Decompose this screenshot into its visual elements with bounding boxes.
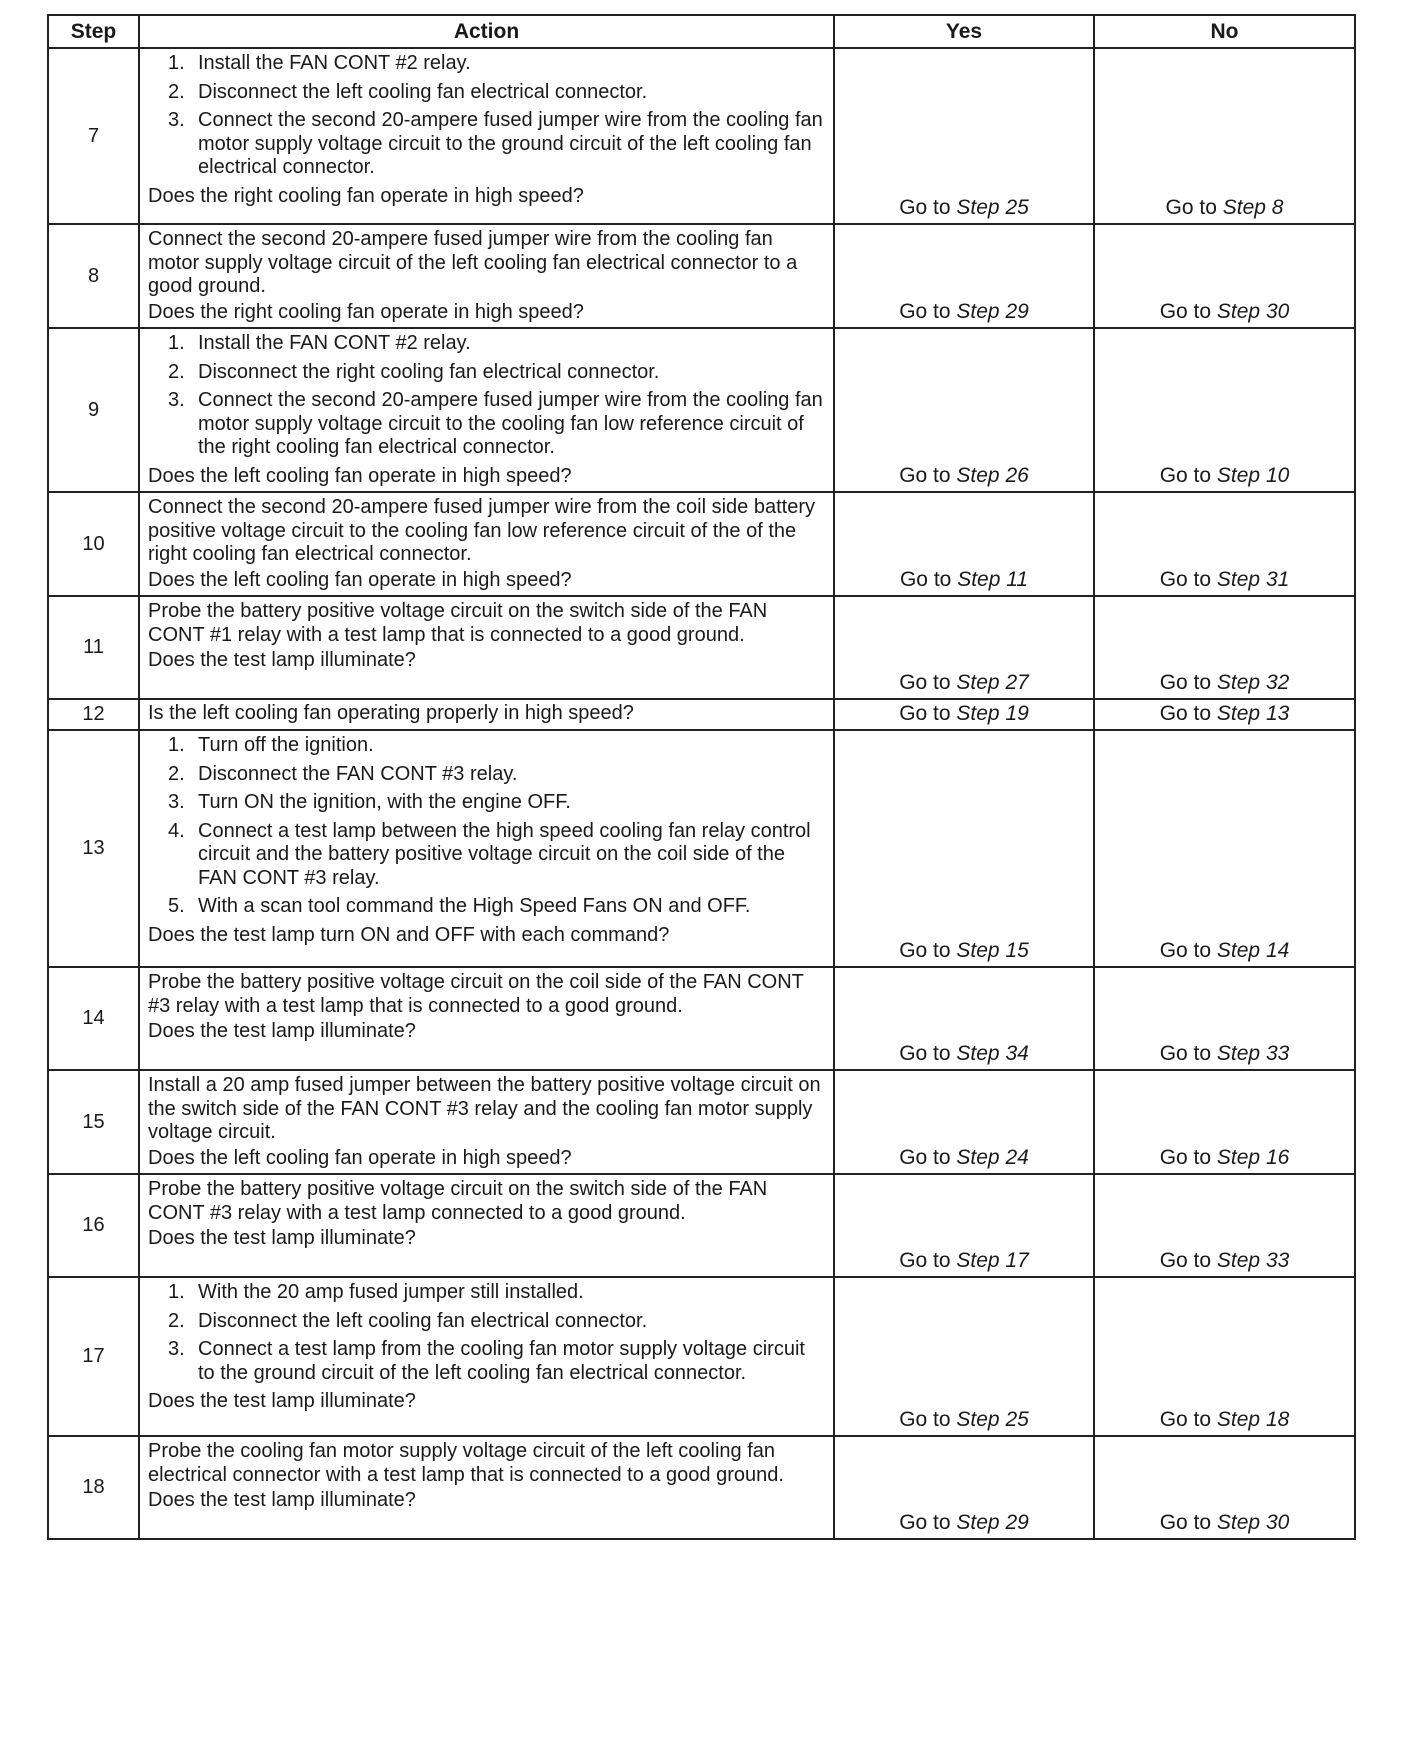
yes-prefix: Go to: [899, 1249, 951, 1272]
step-number: 18: [48, 1436, 139, 1539]
action-step-number: 2.: [168, 762, 185, 785]
action-cell: [139, 328, 834, 492]
no-step-ref: Step 33: [1216, 1042, 1290, 1065]
yes-prefix: Go to: [899, 702, 951, 725]
action-steps-list: [148, 734, 825, 919]
yes-result: [834, 699, 1094, 730]
action-step-text: Install the FAN CONT #2 relay.: [198, 332, 471, 354]
action-step-text: With the 20 amp fused jumper still installed.: [198, 1281, 584, 1303]
action-step-item: [168, 52, 825, 76]
yes-result: [834, 967, 1094, 1070]
action-cell: [139, 492, 834, 596]
table-body: [48, 48, 1355, 1539]
action-step-item: [168, 895, 825, 919]
yes-result: [834, 48, 1094, 224]
table-row: [48, 48, 1355, 224]
action-step-number: 3.: [168, 791, 185, 813]
action-step-text: With a scan tool command the High Speed Fans ON and OFF.: [198, 895, 751, 917]
action-steps-list: [148, 332, 825, 460]
step-number: 10: [48, 492, 139, 596]
action-cell: [139, 224, 834, 328]
step-number: 16: [48, 1174, 139, 1277]
no-step-ref: Step 8: [1222, 196, 1284, 219]
yes-prefix: Go to: [899, 671, 951, 694]
table-row: [48, 967, 1355, 1070]
table-row: [48, 224, 1355, 328]
action-step-text: Disconnect the FAN CONT #3 relay.: [198, 762, 518, 785]
no-result: [1094, 1070, 1355, 1174]
no-step-ref: Step 13: [1216, 702, 1290, 725]
no-result: [1094, 699, 1355, 730]
yes-step-ref: Step 34: [956, 1042, 1029, 1065]
no-result: [1094, 1174, 1355, 1277]
no-step-ref: Step 30: [1216, 1511, 1290, 1534]
yes-result: [834, 1174, 1094, 1277]
action-question: Does the left cooling fan operate in high speed?: [148, 568, 572, 591]
yes-step-ref: Step 26: [956, 464, 1029, 487]
action-step-number: 2.: [168, 80, 185, 103]
no-step-ref: Step 18: [1216, 1408, 1290, 1431]
action-step-text: Disconnect the right cooling fan electrical connector.: [198, 360, 660, 383]
no-step-ref: Step 14: [1216, 939, 1290, 962]
yes-step-ref: Step 25: [956, 196, 1029, 219]
table-row: [48, 1070, 1355, 1174]
action-text: Probe the battery positive voltage circuit on the switch side of the FAN CONT #3 relay with a test lamp connected to a good ground.: [148, 1178, 768, 1224]
no-prefix: Go to: [1159, 464, 1212, 487]
yes-result: [834, 328, 1094, 492]
table-row: [48, 730, 1355, 967]
no-prefix: Go to: [1159, 939, 1212, 962]
no-step-ref: Step 33: [1216, 1249, 1290, 1272]
no-result: [1094, 328, 1355, 492]
action-step-text: Connect a test lamp from the cooling fan motor supply voltage circuit to the ground circuit of the left cooling fan electrical connector.: [198, 1338, 805, 1384]
action-steps-list: [148, 52, 825, 180]
no-step-ref: Step 32: [1216, 671, 1290, 694]
action-step-number: 2.: [168, 360, 185, 383]
action-step-item: [168, 791, 825, 815]
action-step-item: [168, 763, 825, 787]
yes-prefix: Go to: [899, 196, 951, 219]
no-prefix: Go to: [1159, 1146, 1212, 1169]
action-step-item: [168, 332, 825, 356]
action-step-text: Install the FAN CONT #2 relay.: [198, 52, 471, 74]
step-number: 15: [48, 1070, 139, 1174]
no-prefix: Go to: [1165, 196, 1217, 219]
yes-step-ref: Step 11: [957, 568, 1029, 591]
yes-result: [834, 224, 1094, 328]
table-row: [48, 1174, 1355, 1277]
no-result: [1094, 967, 1355, 1070]
yes-prefix: Go to: [899, 300, 951, 323]
no-step-ref: Step 31: [1216, 568, 1290, 591]
no-result: [1094, 224, 1355, 328]
yes-result: [834, 1070, 1094, 1174]
action-step-number: 2.: [168, 1309, 185, 1332]
action-step-text: Disconnect the left cooling fan electrical connector.: [198, 1309, 648, 1332]
yes-step-ref: Step 27: [956, 671, 1029, 694]
action-question: Does the left cooling fan operate in high speed?: [148, 464, 572, 487]
step-number: 17: [48, 1277, 139, 1436]
step-number: 14: [48, 967, 139, 1070]
action-cell: [139, 596, 834, 699]
action-question: Does the right cooling fan operate in high speed?: [148, 184, 584, 207]
step-number: 8: [48, 224, 139, 328]
action-step-text: Turn ON the ignition, with the engine OFF.: [198, 791, 571, 813]
action-step-text: Connect the second 20-ampere fused jumper wire from the cooling fan motor supply voltage circuit to the cooling fan low reference circuit of the right cooling fan electrical connector.: [198, 389, 823, 458]
no-prefix: Go to: [1159, 1408, 1212, 1431]
table-row: [48, 328, 1355, 492]
action-step-item: [168, 389, 825, 460]
no-result: [1094, 1436, 1355, 1539]
no-prefix: Go to: [1159, 300, 1212, 323]
yes-result: [834, 492, 1094, 596]
no-result: [1094, 730, 1355, 967]
action-steps-list: [148, 1281, 825, 1385]
step-number: 11: [48, 596, 139, 699]
header-yes: Yes: [834, 15, 1094, 48]
action-step-item: [168, 734, 825, 758]
no-result: [1094, 492, 1355, 596]
action-cell: [139, 730, 834, 967]
no-prefix: Go to: [1159, 1511, 1212, 1534]
action-step-number: 5.: [168, 895, 185, 917]
table-row: [48, 1277, 1355, 1436]
yes-prefix: Go to: [899, 1511, 951, 1534]
action-step-number: 1.: [168, 734, 185, 756]
action-step-text: Connect a test lamp between the high speed cooling fan relay control circuit and the battery positive voltage circuit on the coil side of the FAN CONT #3 relay.: [198, 819, 811, 889]
yes-prefix: Go to: [899, 464, 951, 487]
header-action: Action: [139, 15, 834, 48]
table-row: [48, 699, 1355, 730]
action-question: Is the left cooling fan operating properly in high speed?: [148, 702, 634, 724]
header-no: No: [1094, 15, 1355, 48]
header-step: Step: [48, 15, 139, 48]
step-number: 12: [48, 699, 139, 730]
action-text: Probe the battery positive voltage circuit on the coil side of the FAN CONT #3 relay with a test lamp that is connected to a good ground.: [148, 971, 804, 1017]
yes-step-ref: Step 29: [956, 300, 1029, 323]
yes-step-ref: Step 17: [956, 1249, 1029, 1272]
table-row: [48, 596, 1355, 699]
action-question: Does the test lamp turn ON and OFF with each command?: [148, 923, 670, 946]
action-step-number: 3.: [168, 389, 185, 411]
yes-prefix: Go to: [899, 1042, 951, 1065]
yes-step-ref: Step 25: [956, 1408, 1029, 1431]
yes-step-ref: Step 24: [956, 1146, 1029, 1169]
action-text: Connect the second 20-ampere fused jumper wire from the coil side battery positive voltage circuit to the cooling fan low reference circuit of the of the right cooling fan electrical connector.: [148, 496, 816, 565]
action-step-item: [168, 1281, 825, 1305]
no-result: [1094, 1277, 1355, 1436]
action-step-item: [168, 81, 825, 105]
action-question: Does the left cooling fan operate in high speed?: [148, 1146, 572, 1169]
no-prefix: Go to: [1159, 568, 1212, 591]
action-question: Does the test lamp illuminate?: [148, 1227, 416, 1249]
action-text: Probe the cooling fan motor supply voltage circuit of the left cooling fan electrical connector with a test lamp that is connected to a good ground.: [148, 1440, 784, 1486]
action-step-item: [168, 109, 825, 180]
action-cell: [139, 699, 834, 730]
no-result: [1094, 596, 1355, 699]
no-prefix: Go to: [1159, 1042, 1212, 1065]
yes-prefix: Go to: [899, 1408, 951, 1431]
diagnostic-table: [47, 14, 1356, 1540]
yes-prefix: Go to: [899, 568, 952, 591]
step-number: 9: [48, 328, 139, 492]
action-cell: [139, 967, 834, 1070]
yes-result: [834, 730, 1094, 967]
table-row: [48, 1436, 1355, 1539]
no-prefix: Go to: [1159, 671, 1212, 694]
action-step-number: 4.: [168, 819, 185, 842]
yes-result: [834, 596, 1094, 699]
action-step-number: 1.: [168, 52, 185, 74]
action-step-number: 3.: [168, 109, 185, 131]
action-text: Connect the second 20-ampere fused jumper wire from the cooling fan motor supply voltage circuit of the left cooling fan electrical connector to a good ground.: [148, 228, 798, 297]
action-step-item: [168, 1338, 825, 1385]
yes-result: [834, 1277, 1094, 1436]
action-question: Does the test lamp illuminate?: [148, 649, 416, 671]
step-number: 13: [48, 730, 139, 967]
action-text: Install a 20 amp fused jumper between the battery positive voltage circuit on the switch side of the FAN CONT #3 relay and the cooling fan motor supply voltage circuit.: [148, 1074, 821, 1143]
action-step-number: 1.: [168, 1281, 185, 1303]
action-step-text: Disconnect the left cooling fan electrical connector.: [198, 80, 648, 103]
yes-prefix: Go to: [899, 939, 951, 962]
action-question: Does the test lamp illuminate?: [148, 1390, 416, 1412]
yes-step-ref: Step 29: [956, 1511, 1029, 1534]
no-prefix: Go to: [1159, 1249, 1212, 1272]
action-question: Does the test lamp illuminate?: [148, 1020, 416, 1042]
no-step-ref: Step 30: [1216, 300, 1290, 323]
yes-step-ref: Step 19: [956, 702, 1029, 725]
action-step-item: [168, 820, 825, 891]
action-text: Probe the battery positive voltage circuit on the switch side of the FAN CONT #1 relay with a test lamp that is connected to a good ground.: [148, 600, 768, 646]
action-step-item: [168, 361, 825, 385]
action-question: Does the right cooling fan operate in high speed?: [148, 300, 584, 323]
yes-step-ref: Step 15: [956, 939, 1029, 962]
no-step-ref: Step 16: [1216, 1146, 1290, 1169]
step-number: 7: [48, 48, 139, 224]
action-step-text: Turn off the ignition.: [198, 734, 374, 756]
no-prefix: Go to: [1159, 702, 1212, 725]
action-question: Does the test lamp illuminate?: [148, 1489, 416, 1511]
action-cell: [139, 1070, 834, 1174]
header-row: [48, 15, 1355, 48]
action-step-number: 3.: [168, 1338, 185, 1360]
action-cell: [139, 48, 834, 224]
yes-result: [834, 1436, 1094, 1539]
action-step-number: 1.: [168, 332, 185, 354]
action-step-text: Connect the second 20-ampere fused jumper wire from the cooling fan motor supply voltage circuit to the ground circuit of the left cooling fan electrical connector.: [198, 109, 823, 178]
table-row: [48, 492, 1355, 596]
no-result: [1094, 48, 1355, 224]
action-cell: [139, 1436, 834, 1539]
yes-prefix: Go to: [899, 1146, 951, 1169]
action-step-item: [168, 1310, 825, 1334]
no-step-ref: Step 10: [1216, 464, 1290, 487]
action-cell: [139, 1174, 834, 1277]
action-cell: [139, 1277, 834, 1436]
